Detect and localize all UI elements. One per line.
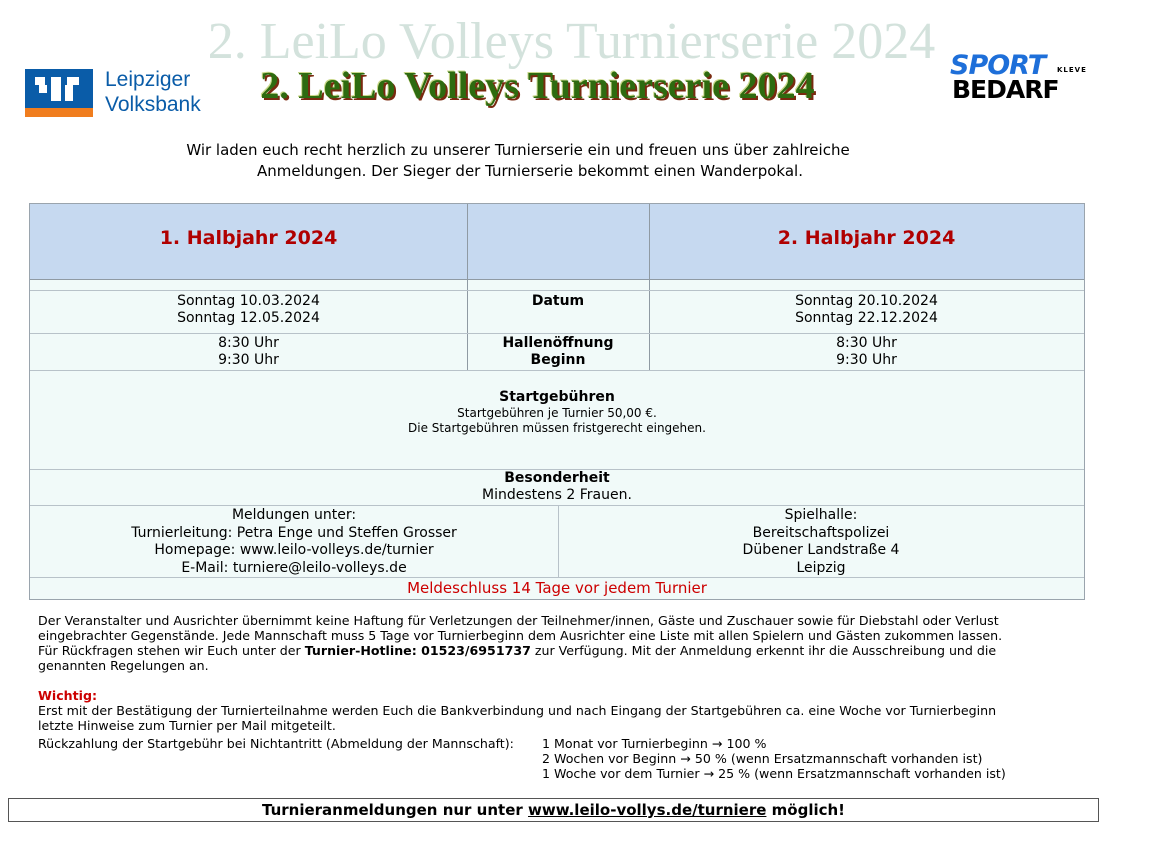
special-title: Besonderheit	[504, 470, 610, 486]
dates-first-half: Sonntag 10.03.2024 Sonntag 12.05.2024	[177, 293, 320, 326]
dates-label: Datum	[531, 293, 585, 309]
disclaimer-line4: genannten Regelungen an.	[38, 658, 209, 673]
registration-footer: Turnieranmeldungen nur unter www.leilo-vollys.de/turniere möglich!	[8, 798, 1099, 822]
first-half-heading: 1. Halbjahr 2024	[159, 227, 338, 249]
registration-link[interactable]: www.leilo-vollys.de/turniere	[528, 801, 767, 819]
volksbank-line2: Volksbank	[105, 93, 201, 116]
disclaimer-line3: Für Rückfragen stehen wir Euch unter der Turnier-Hotline: 01523/6951737 zur Verfügung. Mit der Anmeldung erkennt ihr die Ausschreibung und die	[38, 643, 997, 658]
fees-title: Startgebühren	[499, 389, 615, 405]
intro-line2: Anmeldungen. Der Sieger der Turnierserie bekommt einen Wanderpokal.	[257, 162, 803, 180]
sportbedarf-kleve: KLEVE	[1057, 66, 1087, 74]
volksbank-logo	[25, 69, 220, 119]
refund-list	[542, 736, 1006, 781]
special-section	[30, 470, 1084, 504]
page-title: 2. LeiLo Volleys Turnierserie 2024	[260, 65, 815, 107]
venue-section: Spielhalle: Bereitschaftspolizei Dübener Landstraße 4 Leipzig	[742, 507, 900, 576]
sportbedarf-bottom: BEDARF	[952, 75, 1059, 104]
refund-label: Rückzahlung der Startgebühr bei Nichtantritt (Abmeldung der Mannschaft):	[38, 736, 514, 751]
disclaimer-line2: eingebrachter Gegenstände. Jede Mannschaft muss 5 Tage vor Turnierbeginn dem Ausrichter eine Liste mit allen Spielern und Gästen zukommen lassen.	[38, 628, 1003, 643]
intro-line1: Wir laden euch recht herzlich zu unserer Turnierserie ein und freuen uns über zahlreiche	[186, 141, 850, 159]
second-half-heading: 2. Halbjahr 2024	[777, 227, 956, 249]
important-line2: letzte Hinweise zum Turnier per Mail mitgeteilt.	[38, 718, 336, 733]
refund-item: 1 Monat vor Turnierbeginn → 100 %	[542, 736, 767, 751]
refund-item: 1 Woche vor dem Turnier → 25 % (wenn Ersatzmannschaft vorhanden ist)	[542, 766, 1006, 781]
hotline: Turnier-Hotline: 01523/6951737	[304, 643, 531, 658]
sportbedarf-logo	[950, 52, 1100, 104]
sportbedarf-top: SPORT	[950, 50, 1046, 81]
fees-line2: Die Startgebühren müssen fristgerecht eingehen.	[408, 421, 706, 435]
dates-second-half: Sonntag 20.10.2024 Sonntag 22.12.2024	[795, 293, 938, 326]
volksbank-line1: Leipziger	[105, 68, 191, 91]
schedule-table	[29, 203, 1085, 600]
disclaimer	[38, 613, 1078, 733]
fees-line1: Startgebühren je Turnier 50,00 €.	[457, 406, 657, 420]
fees-section	[30, 389, 1084, 436]
times-label: Hallenöffnung Beginn	[502, 335, 614, 368]
times-first-half: 8:30 Uhr 9:30 Uhr	[218, 335, 279, 368]
contact-section: Meldungen unter: Turnierleitung: Petra Enge und Steffen Grosser Homepage: www.leilo-volleys.de/turnier E-Mail: turniere@leilo-volleys.de	[131, 507, 457, 576]
refund-item: 2 Wochen vor Beginn → 50 % (wenn Ersatzmannschaft vorhanden ist)	[542, 751, 983, 766]
deadline-text: Meldeschluss 14 Tage vor jedem Turnier	[407, 579, 707, 597]
volksbank-mark-icon	[25, 69, 93, 117]
disclaimer-line1: Der Veranstalter und Ausrichter übernimmt keine Haftung für Verletzungen der Teilnehmer/innen, Gäste und Zuschauer sowie für Diebstahl oder Verlust	[38, 613, 999, 628]
intro-text	[100, 140, 960, 182]
ghost-title: 2. LeiLo Volleys Turnierserie 2024	[207, 13, 936, 70]
important-label: Wichtig:	[38, 688, 98, 703]
important-line1: Erst mit der Bestätigung der Turnierteilnahme werden Euch die Bankverbindung und nach Eingang der Startgebühren ca. eine Woche vor Turnierbeginn	[38, 703, 997, 718]
special-text: Mindestens 2 Frauen.	[482, 487, 632, 503]
times-second-half: 8:30 Uhr 9:30 Uhr	[836, 335, 897, 368]
